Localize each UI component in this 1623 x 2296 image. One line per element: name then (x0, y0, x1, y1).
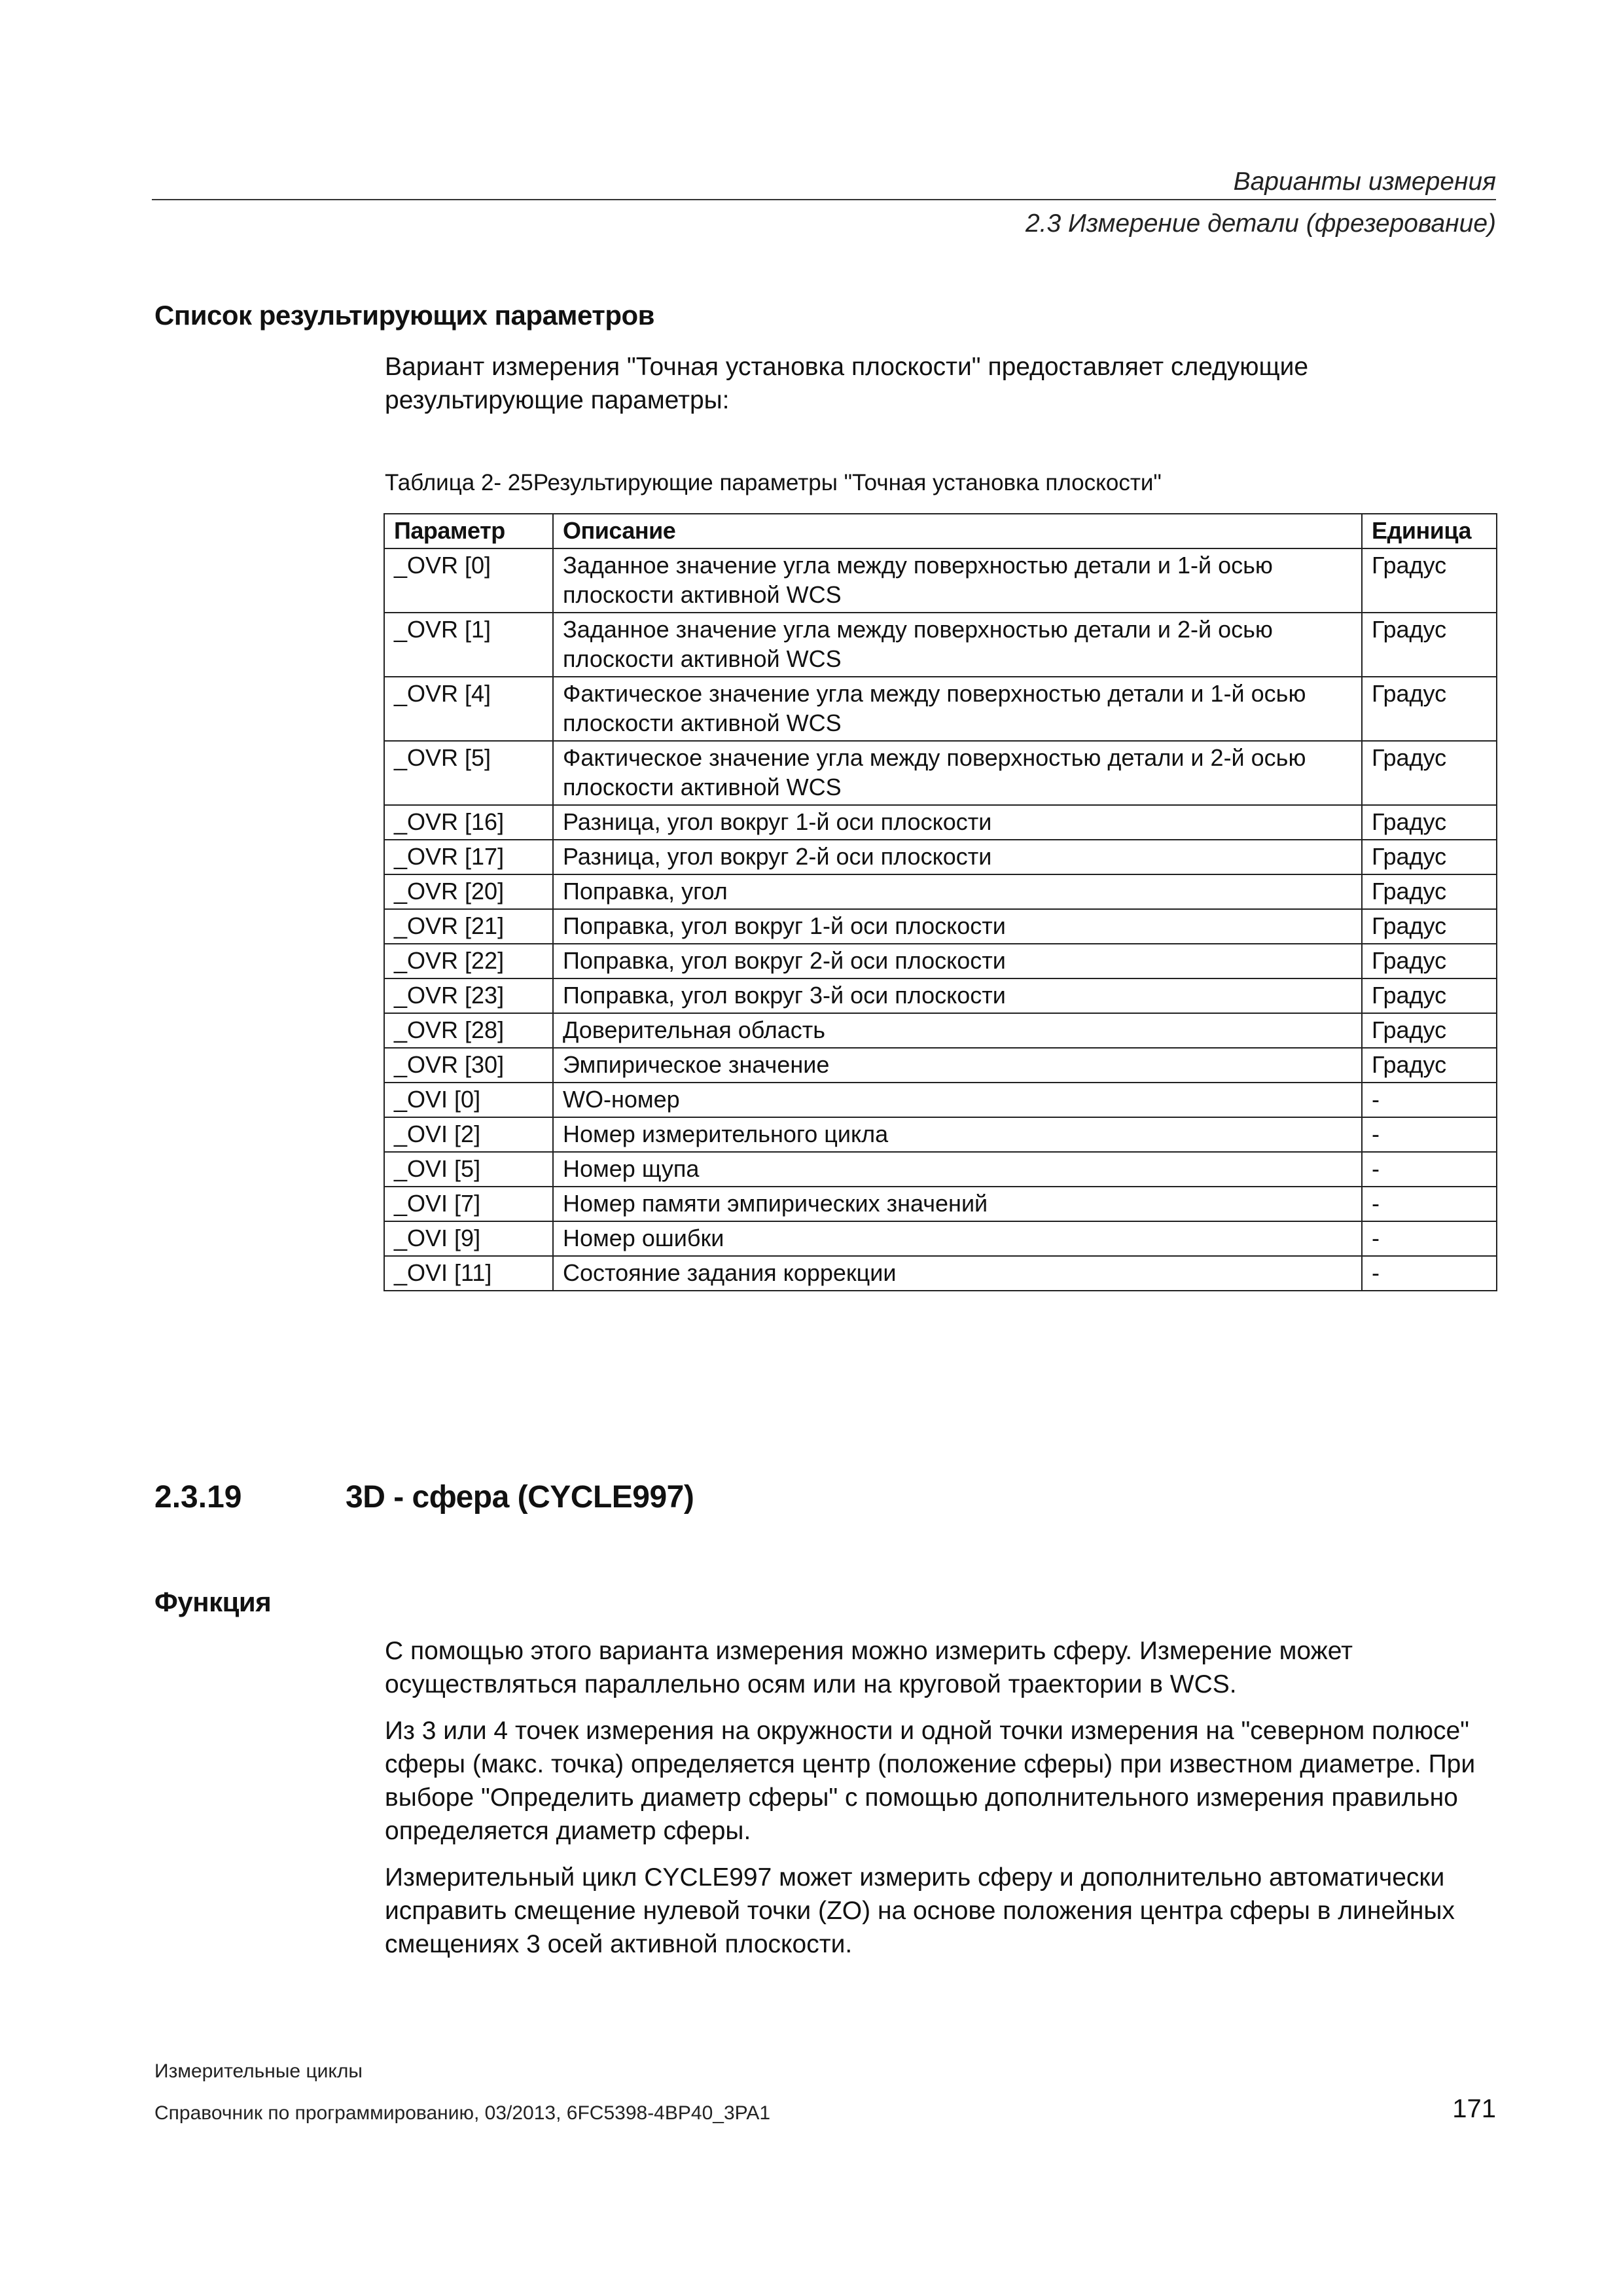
cell-description: Поправка, угол вокруг 1-й оси плоскости (553, 909, 1362, 944)
function-heading: Функция (154, 1587, 272, 1617)
table-body (384, 548, 1497, 1291)
cell-parameter: _OVR [30] (384, 1048, 553, 1083)
table-caption: Таблица 2- 25Результирующие параметры "Точная установка плоскости" (385, 470, 1162, 495)
results-intro: Вариант измерения "Точная установка плоскости" предоставляет следующие результирующие параметры: (385, 353, 1309, 414)
running-header-section: 2.3 Измерение детали (фрезерование) (1025, 209, 1496, 238)
cell-unit: Градус (1362, 944, 1497, 978)
table-row (384, 613, 1497, 677)
cell-parameter: _OVR [0] (384, 548, 553, 613)
cell-description: Номер щупа (553, 1152, 1362, 1187)
cell-unit: Градус (1362, 1048, 1497, 1083)
function-paragraph-2: Из 3 или 4 точек измерения на окружности и одной точки измерения на "северном полюсе" сферы (макс. точка) определяется центр (положение сферы) при известном диаметре. При выборе "Определить диаметр сферы" с помощью дополнительного измерения правильно определяется диаметр сферы. (385, 1717, 1476, 1845)
cell-description: Номер ошибки (553, 1221, 1362, 1256)
cell-parameter: _OVR [22] (384, 944, 553, 978)
cell-parameter: _OVI [7] (384, 1187, 553, 1221)
table-row (384, 1152, 1497, 1187)
table-row (384, 874, 1497, 909)
function-paragraph-3: Измерительный цикл CYCLE997 может измерить сферу и дополнительно автоматически исправить смещение нулевой точки (ZO) на основе положения центра сферы в линейных смещениях 3 осей активной плоскости. (385, 1863, 1455, 1958)
cell-unit: Градус (1362, 805, 1497, 840)
cell-unit: Градус (1362, 677, 1497, 741)
function-paragraph-1: С помощью этого варианта измерения можно измерить сферу. Измерение может осуществляться параллельно осям или на круговой траектории в WCS. (385, 1637, 1353, 1698)
results-heading: Список результирующих параметров (154, 300, 654, 331)
cell-parameter: _OVI [9] (384, 1221, 553, 1256)
column-header-parameter: Параметр (384, 514, 553, 548)
cell-unit: Градус (1362, 741, 1497, 805)
cell-description: Поправка, угол вокруг 2-й оси плоскости (553, 944, 1362, 978)
cell-unit: - (1362, 1256, 1497, 1291)
table-row (384, 1117, 1497, 1152)
table-row (384, 1256, 1497, 1291)
cell-description: Эмпирическое значение (553, 1048, 1362, 1083)
cell-parameter: _OVI [5] (384, 1152, 553, 1187)
cell-unit: - (1362, 1221, 1497, 1256)
footer-manual-title: Измерительные циклы (154, 2060, 363, 2082)
cell-parameter: _OVR [1] (384, 613, 553, 677)
cell-description: Состояние задания коррекции (553, 1256, 1362, 1291)
cell-unit: Градус (1362, 613, 1497, 677)
cell-parameter: _OVI [0] (384, 1083, 553, 1117)
cell-unit: Градус (1362, 909, 1497, 944)
cell-description: Фактическое значение угла между поверхностью детали и 1-й осью плоскости активной WCS (553, 677, 1362, 741)
table-row (384, 741, 1497, 805)
cell-parameter: _OVR [5] (384, 741, 553, 805)
cell-unit: - (1362, 1187, 1497, 1221)
column-header-description: Описание (553, 514, 1362, 548)
cell-unit: Градус (1362, 874, 1497, 909)
cell-description: Поправка, угол вокруг 3-й оси плоскости (553, 978, 1362, 1013)
table-row (384, 840, 1497, 874)
cell-parameter: _OVR [17] (384, 840, 553, 874)
cell-parameter: _OVR [28] (384, 1013, 553, 1048)
cell-parameter: _OVR [16] (384, 805, 553, 840)
cell-parameter: _OVR [21] (384, 909, 553, 944)
cell-unit: Градус (1362, 978, 1497, 1013)
cell-description: Заданное значение угла между поверхностью детали и 1-й осью плоскости активной WCS (553, 548, 1362, 613)
table-row (384, 1187, 1497, 1221)
section-title: 3D - сфера (CYCLE997) (346, 1480, 694, 1515)
header-rule (152, 199, 1496, 200)
column-header-unit: Единица (1362, 514, 1497, 548)
cell-parameter: _OVR [4] (384, 677, 553, 741)
cell-description: Поправка, угол (553, 874, 1362, 909)
table-row (384, 978, 1497, 1013)
cell-parameter: _OVR [20] (384, 874, 553, 909)
cell-parameter: _OVI [11] (384, 1256, 553, 1291)
cell-parameter: _OVR [23] (384, 978, 553, 1013)
cell-description: Разница, угол вокруг 1-й оси плоскости (553, 805, 1362, 840)
table-row (384, 805, 1497, 840)
results-table (383, 513, 1497, 1291)
table-header-row (384, 514, 1497, 548)
cell-unit: - (1362, 1152, 1497, 1187)
cell-description: Номер памяти эмпирических значений (553, 1187, 1362, 1221)
table-row (384, 677, 1497, 741)
cell-unit: - (1362, 1083, 1497, 1117)
cell-unit: Градус (1362, 548, 1497, 613)
section-number: 2.3.19 (154, 1480, 242, 1515)
cell-unit: Градус (1362, 840, 1497, 874)
footer-document-id: Справочник по программированию, 03/2013, 6FC5398-4BP40_3PA1 (154, 2102, 771, 2124)
cell-unit: Градус (1362, 1013, 1497, 1048)
cell-parameter: _OVI [2] (384, 1117, 553, 1152)
table-row (384, 909, 1497, 944)
cell-description: Разница, угол вокруг 2-й оси плоскости (553, 840, 1362, 874)
table-row (384, 1013, 1497, 1048)
cell-description: Номер измерительного цикла (553, 1117, 1362, 1152)
cell-unit: - (1362, 1117, 1497, 1152)
cell-description: WO-номер (553, 1083, 1362, 1117)
table-row (384, 548, 1497, 613)
table-row (384, 1083, 1497, 1117)
running-header-chapter: Варианты измерения (1233, 168, 1496, 196)
cell-description: Фактическое значение угла между поверхностью детали и 2-й осью плоскости активной WCS (553, 741, 1362, 805)
table-row (384, 1048, 1497, 1083)
table-row (384, 944, 1497, 978)
cell-description: Заданное значение угла между поверхностью детали и 2-й осью плоскости активной WCS (553, 613, 1362, 677)
table-row (384, 1221, 1497, 1256)
cell-description: Доверительная область (553, 1013, 1362, 1048)
page-number: 171 (1452, 2094, 1496, 2123)
